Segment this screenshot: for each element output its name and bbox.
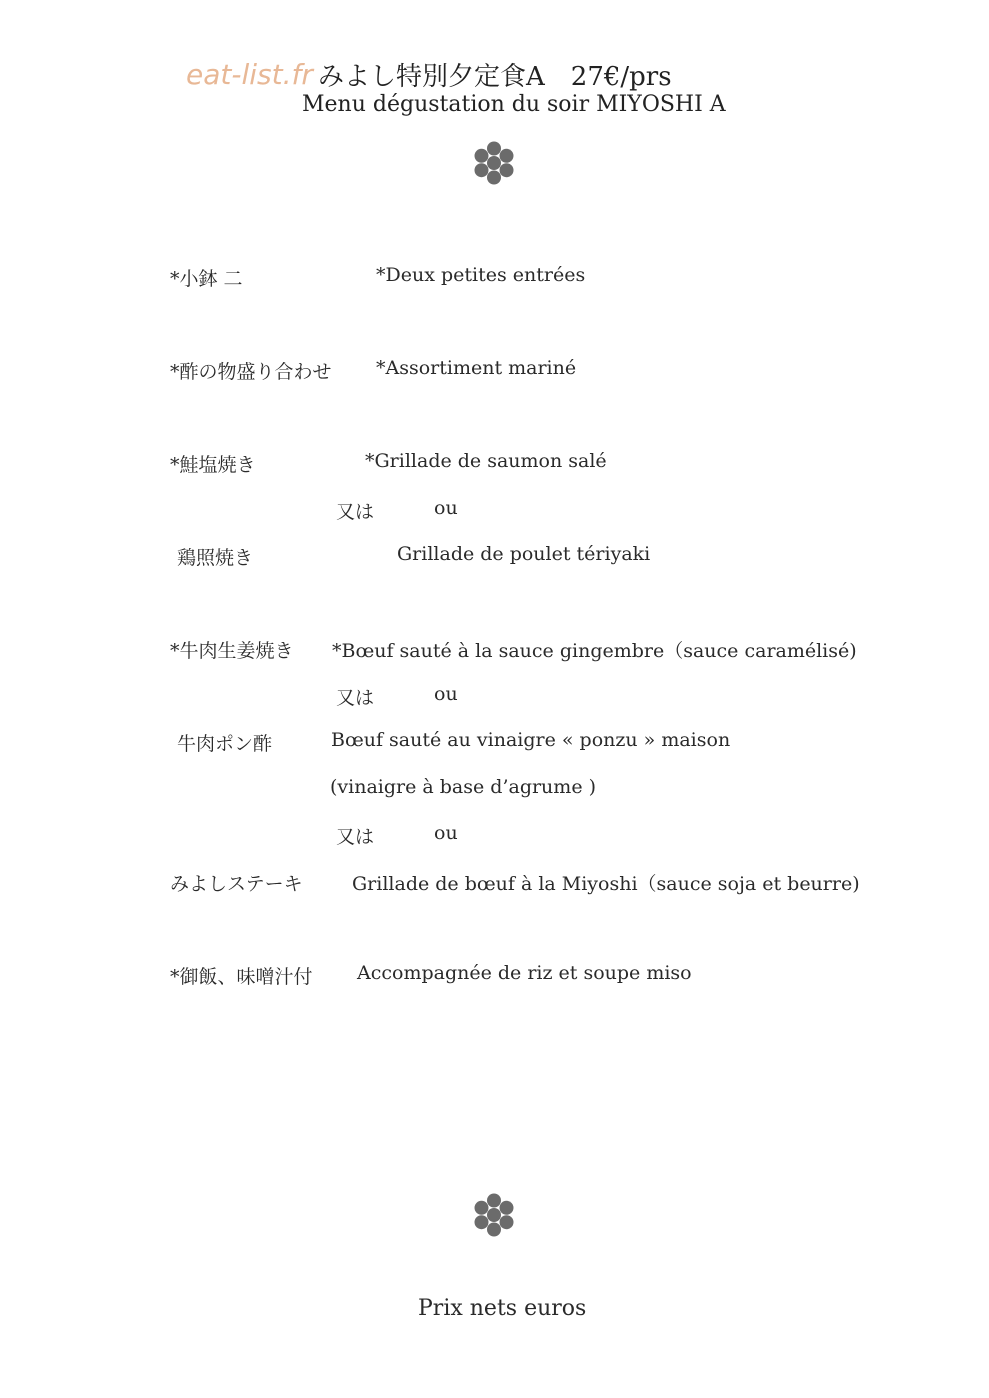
watermark-logo: eat-list.fr [186,58,313,91]
item-ponzu-beef-jp: 牛肉ポン酢 [177,733,273,755]
or-label-jp: 又は [336,687,375,709]
or-label-fr: ou [434,497,458,519]
item-ponzu-note: (vinaigre à base d’agrume ) [330,776,597,798]
flower-ornament-icon [472,1193,516,1237]
or-label-jp: 又は [336,501,375,523]
or-label-fr: ou [434,822,458,844]
flower-ornament-icon [472,141,516,185]
item-chicken-jp: 鶏照焼き [177,547,254,569]
item-ginger-beef-jp: *牛肉生姜焼き [170,640,294,662]
item-marinated-fr: *Assortiment mariné [376,357,577,379]
item-steak-fr: Grillade de bœuf à la Miyoshi（sauce soja et beurre) [352,873,860,895]
or-label-fr: ou [434,683,458,705]
or-label-jp: 又は [336,826,375,848]
item-small-dishes-fr: *Deux petites entrées [376,264,586,286]
item-salmon-jp: *鮭塩焼き [170,454,256,476]
item-small-dishes-jp: *小鉢 二 [170,268,243,290]
price-note: Prix nets euros [418,1296,587,1321]
item-rice-miso-jp: *御飯、味噌汁付 [170,966,313,988]
menu-title-french: Menu dégustation du soir MIYOSHI A [302,92,726,117]
item-rice-miso-fr: Accompagnée de riz et soupe miso [357,962,692,984]
item-chicken-fr: Grillade de poulet tériyaki [397,543,651,565]
item-ginger-beef-fr: *Bœuf sauté à la sauce gingembre（sauce caramélisé) [332,640,857,662]
menu-title-japanese: みよし特別夕定食A 27€/prs [318,62,672,92]
item-steak-jp: みよしステーキ [170,873,303,895]
item-salmon-fr: *Grillade de saumon salé [365,450,607,472]
item-marinated-jp: *酢の物盛り合わせ [170,361,332,383]
item-ponzu-beef-fr: Bœuf sauté au vinaigre « ponzu » maison [331,729,731,751]
